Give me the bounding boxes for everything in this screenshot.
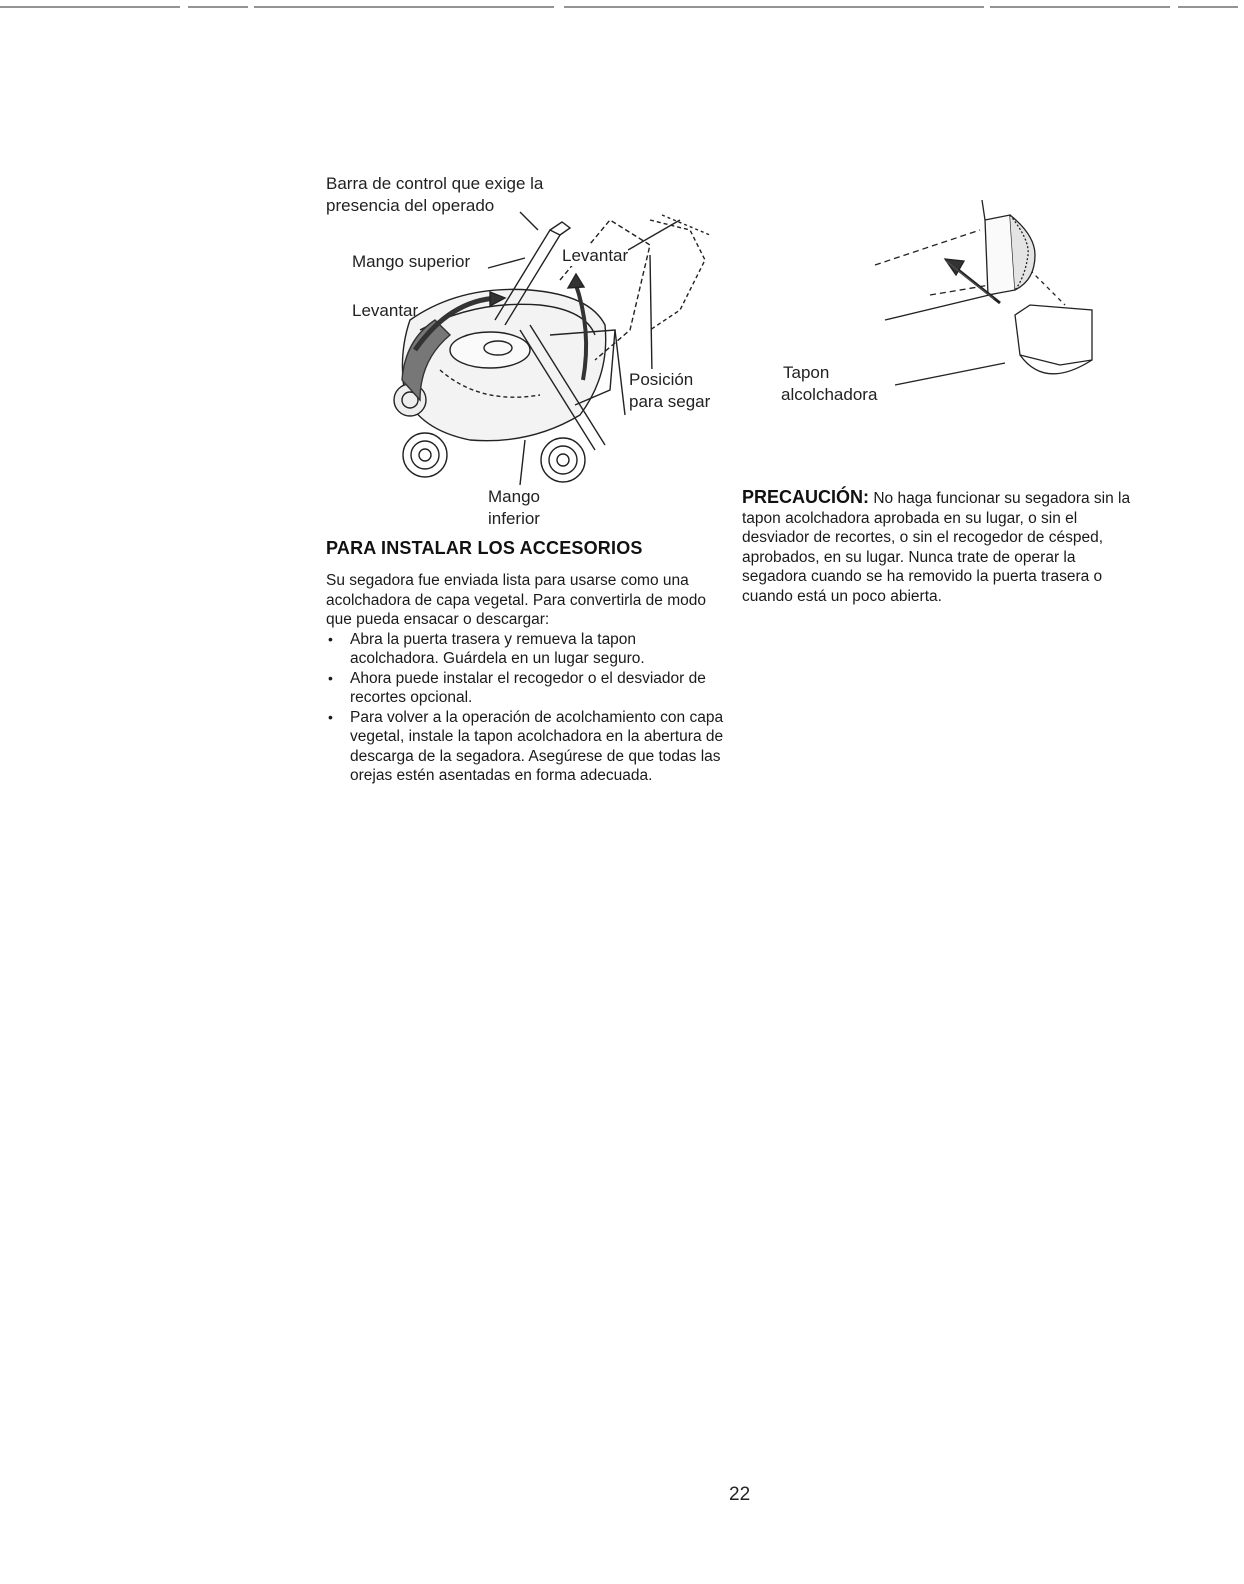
page-number: 22 <box>729 1484 751 1505</box>
page-top-border <box>0 6 1244 8</box>
list-item: • Abra la puerta trasera y remueva la tapon acolchadora. Guárdela en un lugar seguro. <box>326 630 726 669</box>
caution-text: No haga funcionar su segadora sin la tapon acolchadora aprobada en su lugar, o sin el desviador de recortes, o sin el recogedor de césped, aprobados, en su lugar. Nunca trate de operar la segadora cuando se ha removido la puerta trasera o cuando está un poco abierta. <box>742 490 1131 605</box>
install-section <box>326 538 726 786</box>
control-bar-label-line2: presencia del operado <box>326 196 495 215</box>
lower-handle-label-line1: Mango <box>488 487 540 506</box>
mulch-plug-illustration <box>870 195 1110 395</box>
lift-label-right: Levantar <box>562 246 629 265</box>
caution-title: PRECAUCIÓN: <box>742 487 870 507</box>
section-bullet-list <box>326 630 726 786</box>
list-item: • Para volver a la operación de acolchamiento con capa vegetal, instale la tapon acolchadora en la abertura de descarga de la segadora. Asegúrese de que todas las orejas estén asentadas en forma adecuada. <box>326 708 726 786</box>
list-item: • Ahora puede instalar el recogedor o el desviador de recortes opcional. <box>326 669 726 708</box>
section-heading: PARA INSTALAR LOS ACCESORIOS <box>326 538 643 558</box>
lower-handle-label-line2: inferior <box>488 509 540 528</box>
plug-label-line2: alcolchadora <box>781 385 878 404</box>
section-intro: Su segadora fue enviada lista para usarse como una acolchadora de capa vegetal. Para convertirla de modo que pueda ensacar o descargar: <box>326 572 706 628</box>
plug-label-line1: Tapon <box>783 363 830 382</box>
mower-illustration <box>380 200 740 500</box>
lift-label-left: Levantar <box>352 301 419 320</box>
mowing-position-label-line2: para segar <box>629 392 711 411</box>
caution-block <box>742 488 1134 606</box>
mowing-position-label-line1: Posición <box>629 370 694 389</box>
upper-handle-label: Mango superior <box>352 252 471 271</box>
control-bar-label-line1: Barra de control que exige la <box>326 174 544 193</box>
